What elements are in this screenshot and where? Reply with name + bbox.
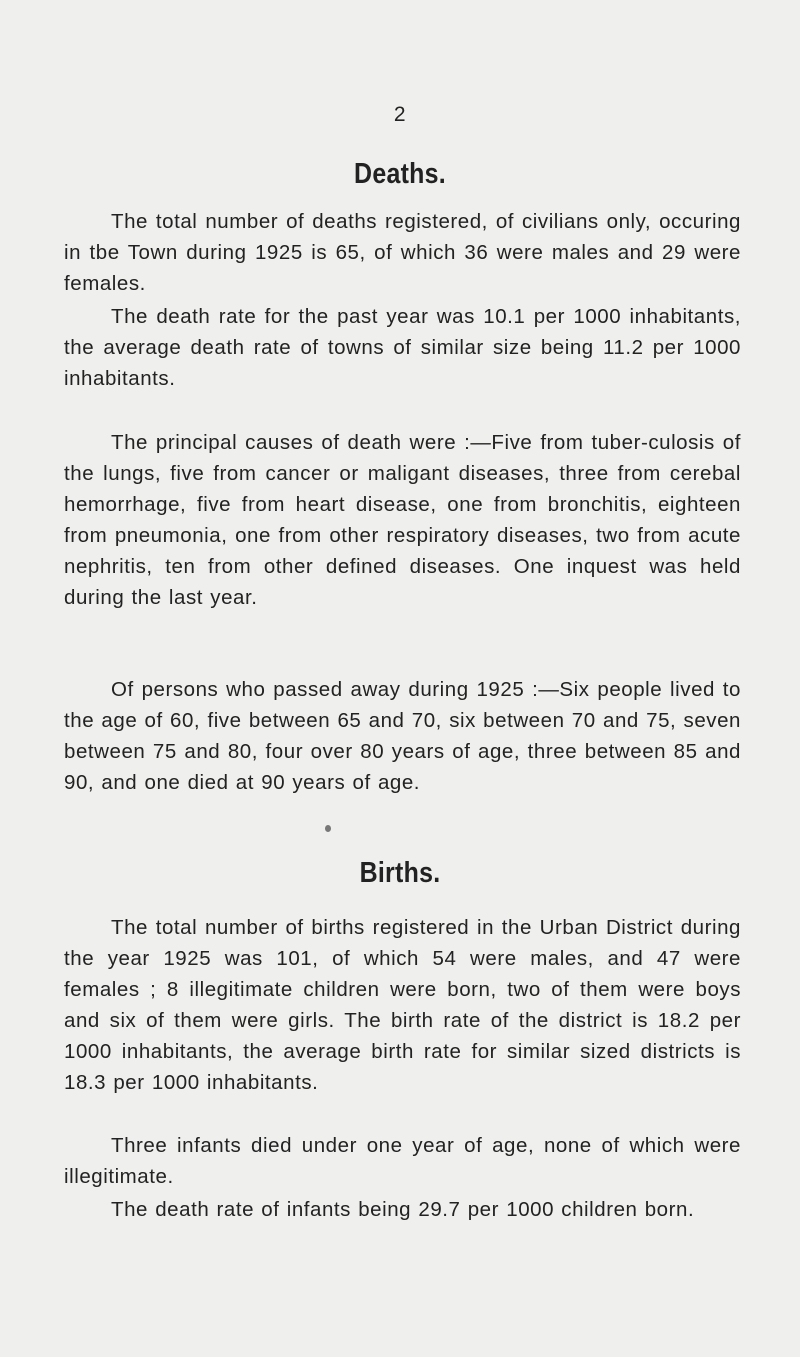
deaths-section bbox=[0, 158, 800, 191]
births-section bbox=[0, 857, 800, 890]
births-heading: Births. bbox=[359, 857, 441, 889]
births-paragraph-3: The death rate of infants being 29.7 per 1000 children born. bbox=[111, 1198, 695, 1221]
page-number: 2 bbox=[393, 103, 407, 126]
births-paragraph-1: The total number of births registered in the Urban District during the year 1925 was 101, of which 54 were males, and 47 were females ; 8 illegitimate children were born, two of them were boys and six of them were girls. The birth rate of the district is 18.2 per 1000 inhabitants, the average birth rate for similar sized districts is 18.3 per 1000 inhabitants. bbox=[64, 916, 741, 1094]
ink-speck bbox=[325, 825, 331, 832]
deaths-paragraph-1: The total number of deaths registered, of civilians only, occuring in tbe Town during 1925 is 65, of which 36 were males and 29 were females. bbox=[64, 210, 741, 295]
deaths-paragraph-2: The death rate for the past year was 10.1 per 1000 inhabitants, the average death rate of towns of similar size being 11.2 per 1000 inhabitants. bbox=[64, 305, 741, 390]
deaths-paragraph-4: Of persons who passed away during 1925 :—Six people lived to the age of 60, five between 65 and 70, six between 70 and 75, seven between 75 and 80, four over 80 years of age, three between 85 and 90, and one died at 90 years of age. bbox=[64, 678, 741, 794]
deaths-paragraph-3: The principal causes of death were :—Five from tuber-culosis of the lungs, five from cancer or maligant diseases, three from cerebal hemorrhage, five from heart disease, one from bronchitis, eighteen from pneumonia, one from other respiratory diseases, two from acute nephritis, ten from other defined diseases. One inquest was held during the last year. bbox=[64, 431, 741, 609]
deaths-heading: Deaths. bbox=[354, 158, 446, 190]
births-paragraph-2: Three infants died under one year of age, none of which were illegitimate. bbox=[64, 1134, 741, 1188]
